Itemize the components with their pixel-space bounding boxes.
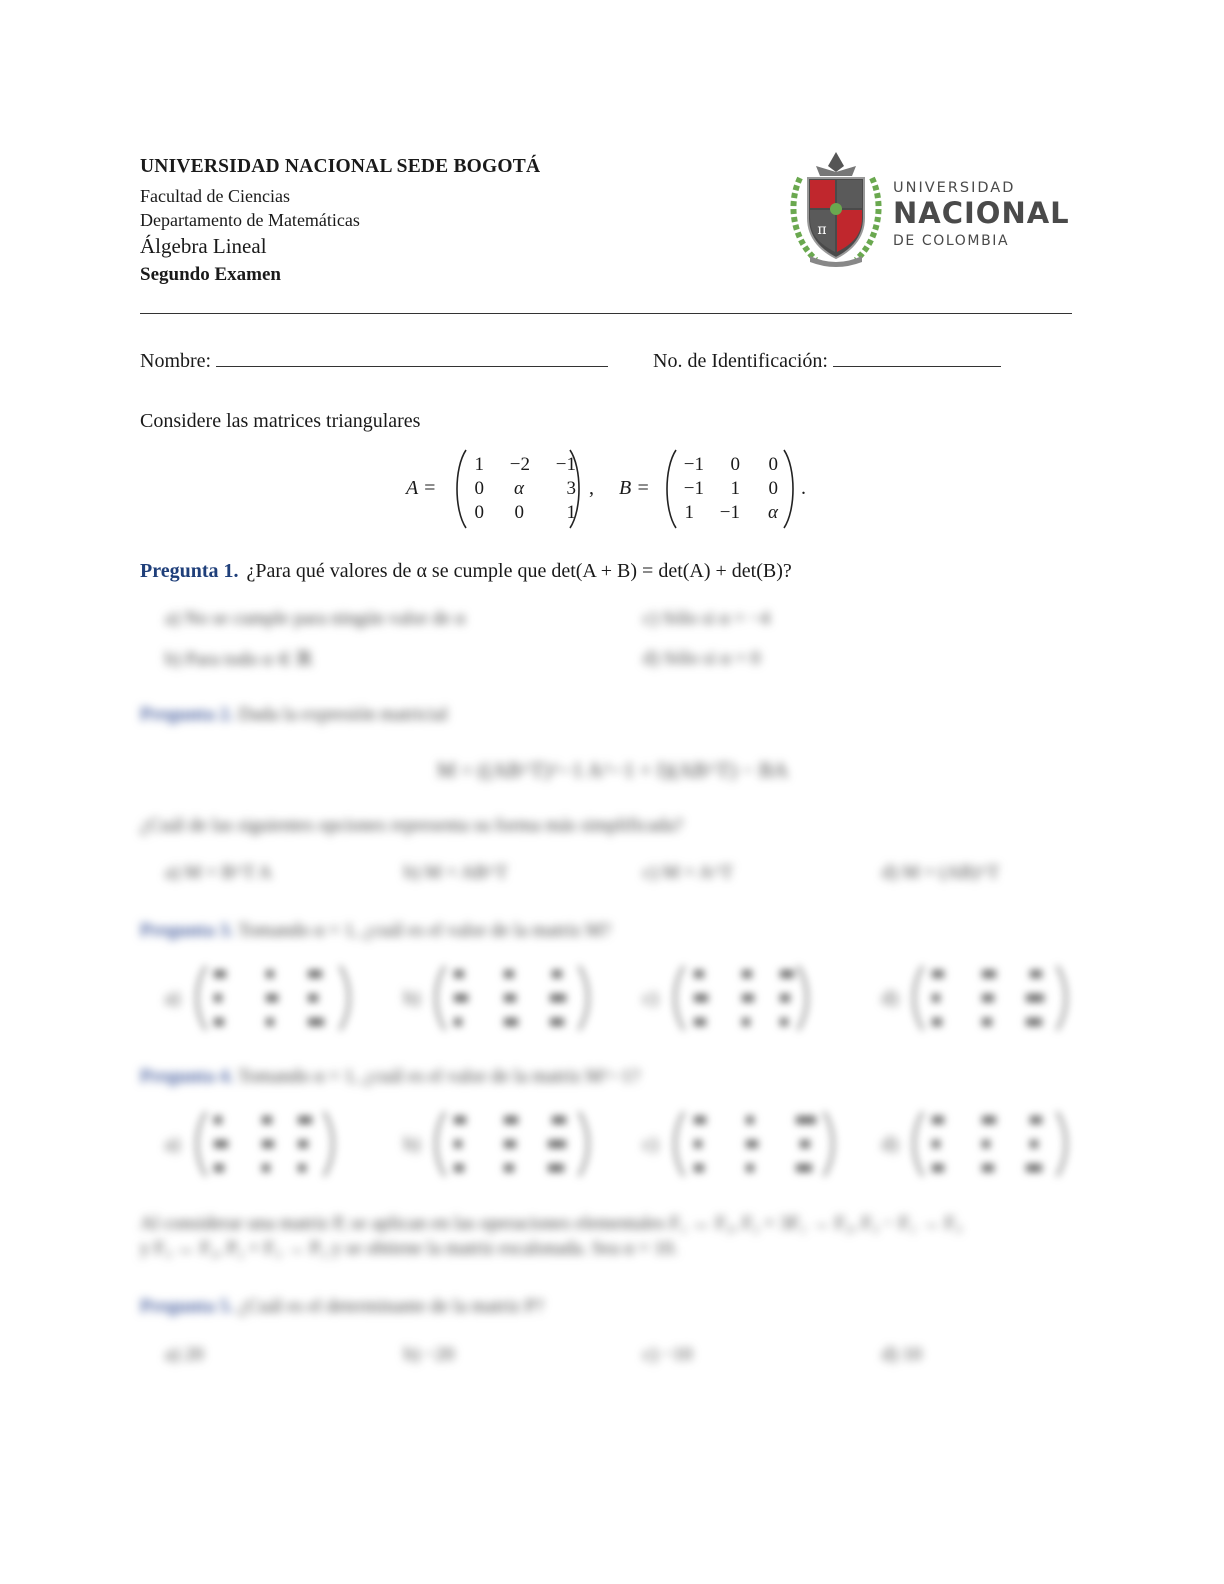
answer-option[interactable]: b) — [404, 988, 420, 1009]
question-2 — [140, 704, 448, 726]
matrix-b — [668, 453, 778, 525]
question-1-text: ¿Para qué valores de α se cumple que det(A + B) = det(A) + det(B)? — [246, 560, 792, 582]
answer-option[interactable]: a) — [165, 988, 180, 1009]
answer-option[interactable]: d) M = (AB)^T — [882, 862, 1000, 883]
matrix-cell: 3 — [566, 478, 576, 499]
answer-option[interactable]: a) 20 — [165, 1344, 204, 1365]
name-label: Nombre: — [140, 350, 212, 372]
matrix-cell: 0 — [730, 454, 740, 475]
faculty: Facultad de Ciencias — [140, 186, 290, 206]
question-4-label: Pregunta 4. — [140, 1066, 234, 1087]
answer-option[interactable]: b) −20 — [404, 1344, 455, 1365]
operations-text: Al considerar una matriz P, se aplican en las operaciones elementales F₁ ↔ F₂, F₂ + 3F₁ → F₂, F₃ − F₁ → F₃ — [140, 1213, 962, 1234]
matrix-cell: −1 — [719, 502, 740, 523]
question-5 — [140, 1296, 544, 1318]
matrix-cell: −1 — [555, 454, 576, 475]
matrix-cell: 0 — [514, 502, 524, 523]
matrix-cell: −1 — [683, 454, 704, 475]
answer-option[interactable]: c) — [643, 1134, 658, 1155]
matrix-separator: , — [589, 477, 594, 499]
department: Departamento de Matemáticas — [140, 210, 360, 230]
logo-text-line2: NACIONAL — [893, 196, 1070, 230]
logo-text-line1: UNIVERSIDAD — [893, 180, 1016, 196]
question-2-text: Dada la expresión matricial — [238, 704, 448, 725]
matrix-cell: 1 — [684, 502, 694, 523]
matrix-b-label: B = — [619, 477, 650, 499]
question-1 — [140, 560, 792, 583]
svg-text:π: π — [817, 222, 827, 238]
question-1-label: Pregunta 1. — [140, 560, 239, 582]
answer-option[interactable]: c) Sólo si α = −4 — [643, 608, 770, 629]
answer-option[interactable]: a) M = B^T A — [165, 862, 272, 883]
name-input-line[interactable] — [216, 348, 608, 367]
matrix-cell: 1 — [474, 454, 484, 475]
matrix-options-icon — [190, 1108, 1070, 1180]
question-2-formula: M = ((AB^T)^−1 A^−1 + I)(AB^T) − BA — [437, 758, 789, 782]
matrix-cell: −1 — [683, 478, 704, 499]
name-field — [140, 348, 608, 373]
question-5-text: ¿Cuál es el determinante de la matriz P? — [238, 1296, 544, 1317]
matrix-cell: 0 — [474, 478, 484, 499]
matrix-cell: −2 — [509, 454, 530, 475]
question-3-label: Pregunta 3. — [140, 920, 234, 941]
question-5-label: Pregunta 5. — [140, 1296, 234, 1317]
question-4-text: Tomando α = 1, ¿cuál es el valor de la matriz M^−1? — [238, 1066, 640, 1087]
intro-text: Considere las matrices triangulares — [140, 410, 421, 432]
institution-name: UNIVERSIDAD NACIONAL SEDE BOGOTÁ — [140, 156, 541, 177]
matrix-a-label: A = — [406, 477, 437, 499]
answer-option[interactable]: b) M = AB^T — [404, 862, 508, 883]
right-paren-icon — [780, 448, 798, 530]
header-divider — [140, 313, 1072, 314]
answer-option[interactable]: a) No se cumple para ningún valor de α — [165, 608, 466, 629]
question-3-text: Tomando α = 1, ¿cuál es el valor de la matriz M? — [238, 920, 611, 941]
question-2-label: Pregunta 2. — [140, 704, 234, 725]
matrix-a — [448, 453, 576, 525]
answer-option[interactable]: d) Sólo si α = 0 — [643, 648, 761, 669]
course-title: Álgebra Lineal — [140, 234, 267, 258]
question-4 — [140, 1066, 640, 1088]
university-logo — [786, 148, 886, 268]
answer-option[interactable]: a) — [165, 1134, 180, 1155]
matrix-cell: 1 — [566, 502, 576, 523]
answer-option[interactable]: d) — [882, 988, 898, 1009]
answer-option[interactable]: d) 10 — [882, 1344, 922, 1365]
matrix-cell: 1 — [730, 478, 740, 499]
matrix-cell: 0 — [474, 502, 484, 523]
answer-option[interactable]: c) — [643, 988, 658, 1009]
matrix-cell: 0 — [768, 478, 778, 499]
id-field — [653, 348, 1001, 373]
matrix-options-icon — [190, 962, 1070, 1034]
answer-option[interactable]: d) — [882, 1134, 898, 1155]
matrix-cell: α — [768, 502, 778, 523]
shield-icon — [786, 148, 886, 268]
answer-option[interactable]: c) M = A^T — [643, 862, 733, 883]
matrix-terminator: . — [801, 477, 806, 499]
matrix-cell: 0 — [768, 454, 778, 475]
question-3 — [140, 920, 611, 942]
operations-text: y F₃ ↔ F₂, P₂ + F₃ → P₃ y se obtiene la matriz escalonada. Sea α = 10. — [140, 1238, 678, 1259]
blurred-matrix-options — [190, 962, 1070, 1034]
question-2-prompt: ¿Cuál de las siguientes opciones representa su forma más simplificada? — [140, 815, 683, 836]
id-input-line[interactable] — [833, 348, 1001, 367]
answer-option[interactable]: b) Para todo α ∈ ℝ — [165, 649, 312, 670]
id-label: No. de Identificación: — [653, 350, 828, 372]
blurred-matrix-options — [190, 1108, 1070, 1180]
matrix-cell: α — [514, 478, 524, 499]
answer-option[interactable]: b) — [404, 1134, 420, 1155]
answer-option[interactable]: c) −10 — [643, 1344, 693, 1365]
logo-text-line3: DE COLOMBIA — [893, 233, 1010, 249]
exam-title: Segundo Examen — [140, 264, 281, 285]
right-paren-icon — [566, 448, 584, 530]
